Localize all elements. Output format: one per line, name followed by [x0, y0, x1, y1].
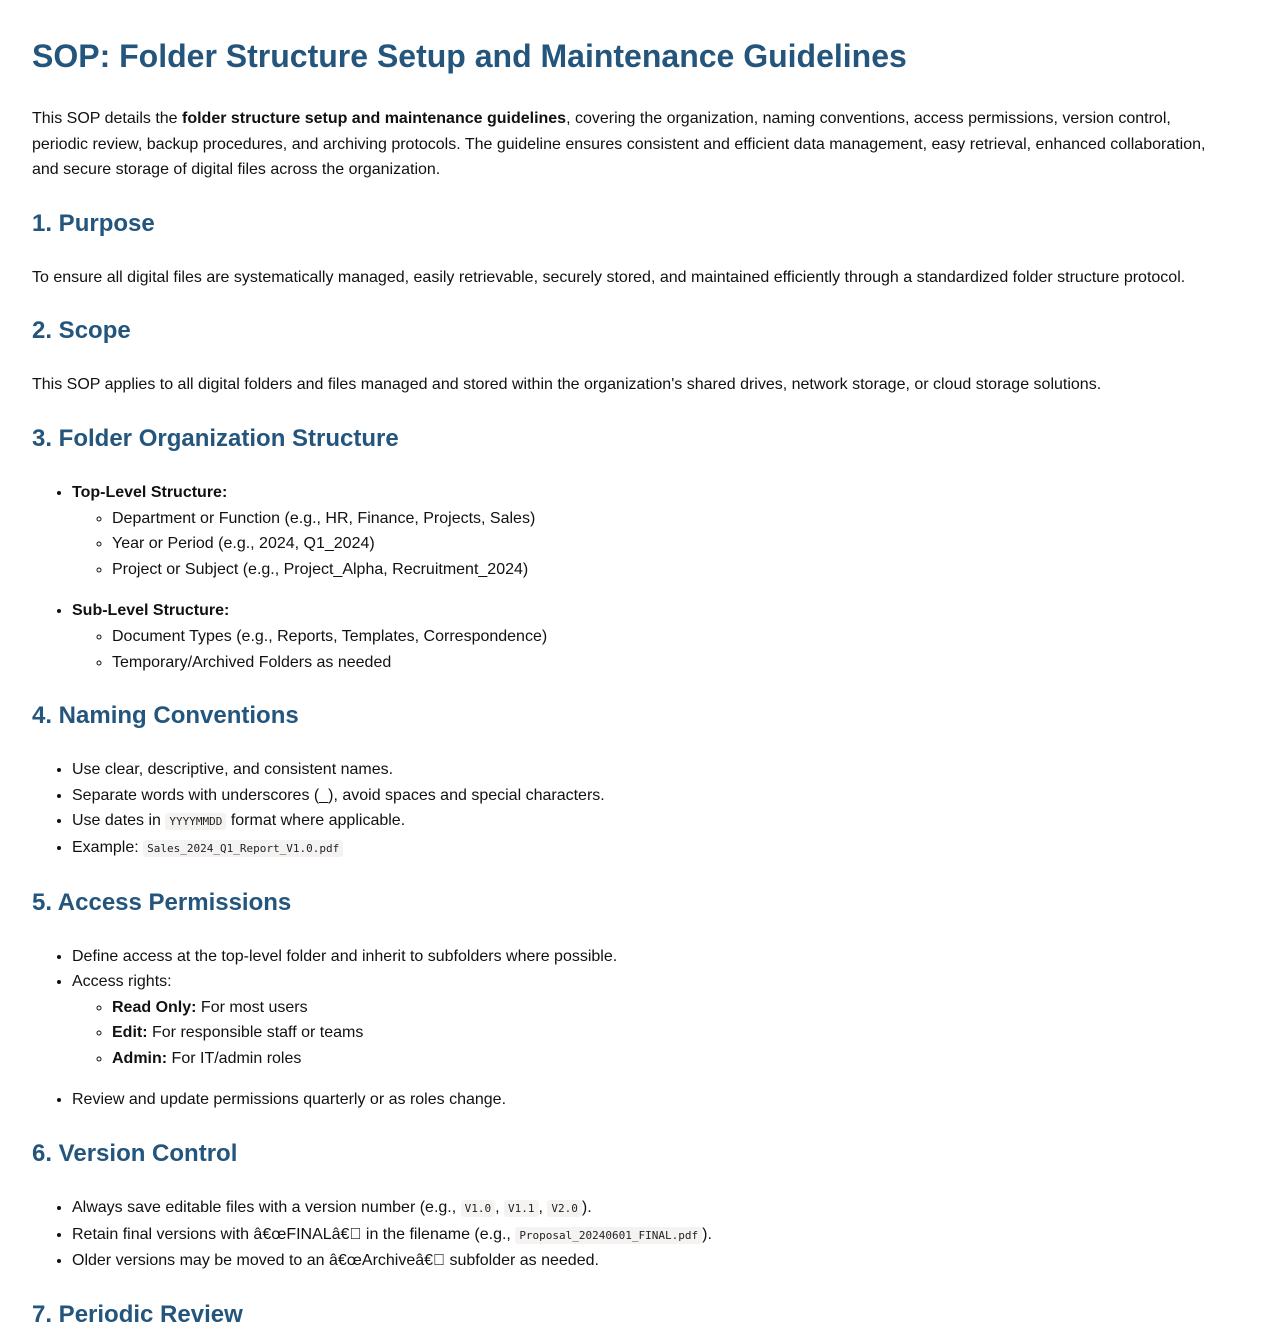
- sublist: [72, 506, 1231, 583]
- section-text: To ensure all digital files are systematically managed, easily retrievable, securely stored, and maintained efficiently through a standardized folder structure protocol.: [32, 268, 1186, 286]
- intro-text-rest: , covering the organization, naming conventions, access permissions, version control, periodic review, backup procedures, and archiving protocols. The guideline ensures consistent and efficient data management, easy retrieval, enhanced collaboration, and secure storage of digital files across the organization.: [32, 110, 1206, 179]
- inline-code: Sales_2024_Q1_Report_V1.0.pdf: [143, 840, 343, 857]
- list-item: [72, 480, 1231, 582]
- section-heading: 7. Periodic Review: [32, 1300, 243, 1328]
- section-purpose: [32, 209, 1231, 291]
- list-item-text: Retain final versions with â€œFINALâ€  in the filename (e.g.,: [72, 1225, 516, 1243]
- intro-paragraph: [32, 106, 1231, 183]
- inline-code: V1.0: [461, 1200, 496, 1217]
- right-text: For most users: [196, 998, 308, 1016]
- right-text: For responsible staff or teams: [147, 1024, 364, 1042]
- list-item-label: Top-Level Structure:: [72, 483, 228, 501]
- section-folder-organization: [32, 424, 1231, 675]
- list-item-text: Always save editable files with a version number (e.g.,: [72, 1199, 461, 1217]
- list-item-text: ).: [702, 1225, 712, 1243]
- list-item: [72, 808, 1231, 835]
- list-item: • Define access at the top-level folder and inherit to subfolders where possible.: [72, 944, 1231, 970]
- list-item: • Use clear, descriptive, and consistent names.: [72, 757, 1231, 783]
- section-heading: 4. Naming Conventions: [32, 702, 299, 730]
- separator: ,: [495, 1199, 505, 1217]
- section-heading: 3. Folder Organization Structure: [32, 424, 399, 452]
- list-item-text: format where applicable.: [226, 812, 406, 830]
- list-item-text: ).: [581, 1199, 592, 1217]
- section-heading: 6. Version Control: [32, 1140, 238, 1168]
- right-label: Read Only:: [112, 998, 197, 1016]
- section-text: This SOP applies to all digital folders and files managed and stored within the organization's shared drives, network storage, or cloud storage solutions.: [32, 376, 1102, 394]
- section-periodic-review: [32, 1300, 1231, 1330]
- intro-bold: folder structure setup and maintenance guidelines: [182, 110, 567, 127]
- right-text: For IT/admin roles: [167, 1049, 302, 1067]
- sublist: [72, 624, 1231, 675]
- list-item: ◦ Department or Function (e.g., HR, Finance, Projects, Sales): [112, 506, 1231, 532]
- right-label: Edit:: [112, 1024, 148, 1042]
- list-item: ◦ Year or Period (e.g., 2024, Q1_2024): [112, 531, 1231, 557]
- section-heading: 5. Access Permissions: [32, 888, 292, 916]
- section-naming-conventions: [32, 701, 1231, 861]
- folder-org-list: [32, 480, 1231, 675]
- section-scope: [32, 316, 1231, 398]
- separator: ,: [538, 1199, 548, 1217]
- inline-code: V1.1: [504, 1200, 539, 1217]
- list-item-text: Access rights:: [72, 973, 172, 991]
- list-item: [72, 969, 1231, 1071]
- list-item-text: Example:: [72, 838, 144, 856]
- list-item: • Review and update permissions quarterly or as roles change.: [72, 1087, 1231, 1113]
- inline-code: V2.0: [547, 1200, 582, 1217]
- list-item: [112, 995, 1231, 1021]
- sublist: [72, 995, 1231, 1072]
- list-item: [72, 1222, 1231, 1249]
- section-version-control: [32, 1139, 1231, 1274]
- access-list: [32, 944, 1231, 1114]
- section-access-permissions: [32, 888, 1231, 1114]
- list-item: [112, 1020, 1231, 1046]
- version-list: [32, 1195, 1231, 1274]
- inline-code: YYYYMMDD: [165, 813, 226, 830]
- list-item: ◦ Temporary/Archived Folders as needed: [112, 650, 1231, 676]
- list-item: [72, 835, 1231, 862]
- section-heading: 1. Purpose: [32, 209, 155, 237]
- list-item: ◦ Document Types (e.g., Reports, Templates, Correspondence): [112, 624, 1231, 650]
- list-item: ◦ Project or Subject (e.g., Project_Alpha, Recruitment_2024): [112, 557, 1231, 583]
- list-item: • Separate words with underscores (_), avoid spaces and special characters.: [72, 783, 1231, 809]
- list-item: [112, 1046, 1231, 1072]
- list-item: [72, 598, 1231, 675]
- list-item-label: Sub-Level Structure:: [72, 602, 230, 620]
- page-title: SOP: Folder Structure Setup and Maintenance Guidelines: [32, 38, 907, 74]
- right-label: Admin:: [112, 1049, 168, 1067]
- inline-code: Proposal_20240601_FINAL.pdf: [515, 1227, 702, 1244]
- list-item: [72, 1195, 1231, 1222]
- list-item: • Older versions may be moved to an â€œArchiveâ€  subfolder as needed.: [72, 1248, 1231, 1274]
- intro-text: This SOP details the: [32, 110, 182, 127]
- naming-list: [32, 757, 1231, 861]
- list-item-text: Use dates in: [72, 812, 166, 830]
- section-heading: 2. Scope: [32, 317, 131, 345]
